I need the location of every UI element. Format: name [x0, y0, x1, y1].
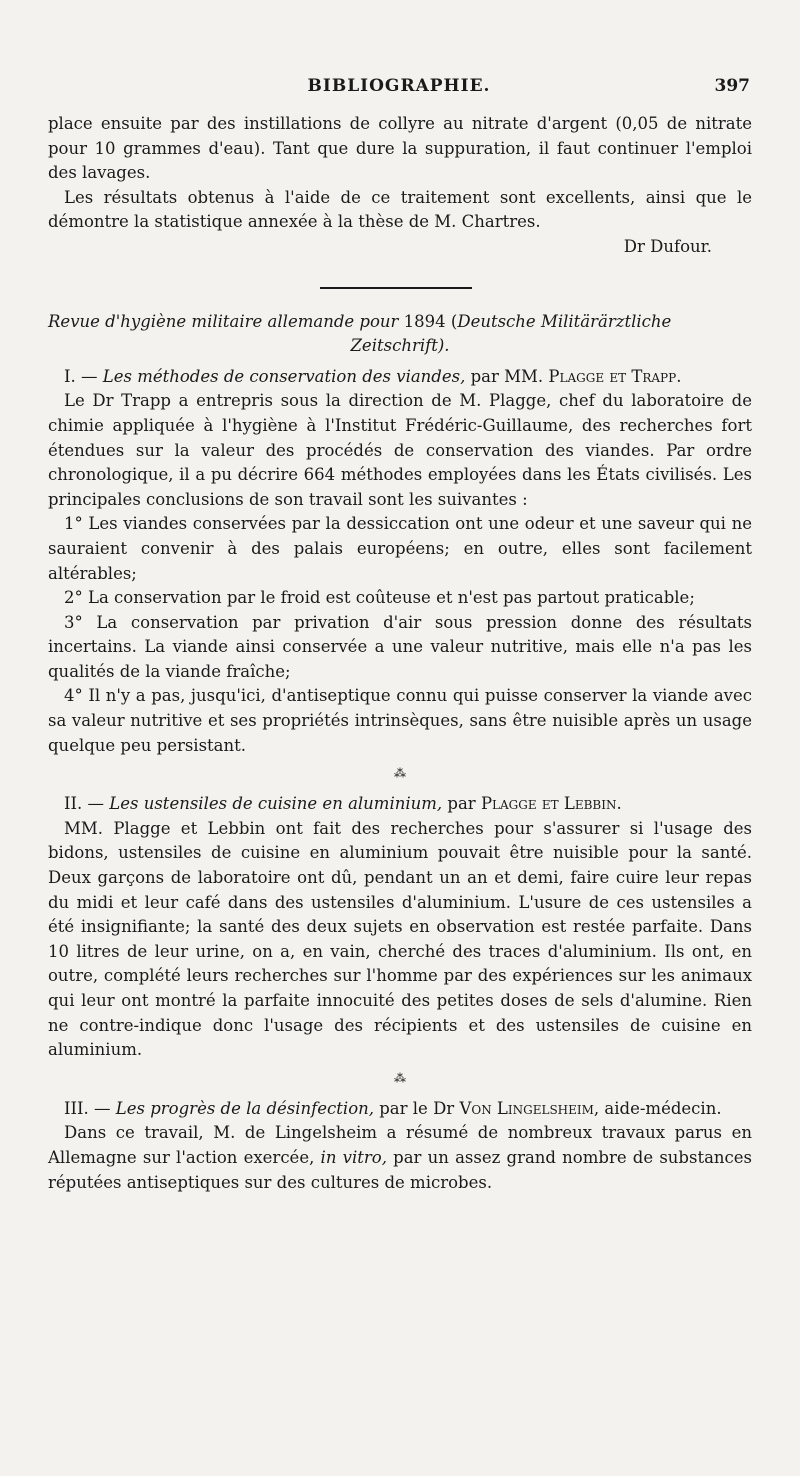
section-1-paragraph: Le Dr Trapp a entrepris sous la direction de M. Plagge, chef du laboratoire de chimie appliquée à l'hygiène à l'Institut Frédéric-Guillaume, des recherches fort étendues sur la valeur des procédés de conservation des viandes. Par ordre chronologique, il a pu décrire 664 méthodes employées dans les États civilisés. Les principales conclusions de son travail sont les suivantes : [48, 391, 752, 509]
review-title-open: ( [445, 311, 458, 331]
review-title-prefix: Revue d'hygiène militaire allemande pour [48, 311, 404, 331]
section-1-item-3: 3° La conservation par privation d'air sous pression donne des résultats incertains. La viande ainsi conservée a une valeur nutritive, mais elle n'a pas les qualités de la viande fraîche; [48, 612, 752, 681]
review-title-year: 1894 [403, 311, 446, 331]
section-3-text-before: Dans ce travail, M. de Lingelsheim a résumé de nombreux travaux parus en Allemagne sur l'action exercée, [48, 1123, 752, 1167]
running-title: BIBLIOGRAPHIE. [307, 76, 491, 96]
asterism-1 [48, 758, 752, 792]
section-2-paragraph: MM. Plagge et Lebbin ont fait des recherches pour s'assurer si l'usage des bidons, ustensiles de cuisine en aluminium pouvait être nuisible pour la santé. Deux garçons de laboratoire ont dû, pendant un an et demi, faire cuire leur repas du midi et leur café dans des ustensiles d'aluminium. L'usure de ces ustensiles a été insignifiante; la santé des deux sujets en observation est restée parfaite. Dans 10 litres de leur urine, on a, en vain, cherché des traces d'aluminium. Ils ont, en outre, complété leurs recherches sur l'homme par des expériences sur les animaux qui leur ont montré la parfaite innocuité des petites doses de sels d'alumine. Rien ne contre-indique donc l'usage des récipients et des ustensiles de cuisine en aluminium. [48, 818, 752, 1060]
section-3-text-italic: in vitro, [320, 1147, 387, 1167]
section-3-tail: aide-médecin. [599, 1098, 722, 1118]
section-3-authors: Von Lingelsheim, [459, 1098, 600, 1118]
section-3-paragraph [48, 1121, 752, 1195]
section-2-number: II. — [64, 794, 110, 814]
review-title-journal: Deutsche Militärärztliche [457, 311, 672, 331]
page-body [48, 112, 752, 1195]
section-3-heading [48, 1097, 752, 1122]
section-1-item-2: 2° La conservation par le froid est coûteuse et n'est pas partout praticable; [64, 588, 695, 608]
section-3-title: Les progrès de la désinfection, [115, 1098, 374, 1118]
intro-paragraph-1: place ensuite par des instillations de collyre au nitrate d'argent (0,05 de nitrate pour 10 grammes d'eau). Tant que dure la suppuration, il faut continuer l'emploi des lavages. [48, 114, 752, 183]
asterism-glyph: ⁂ [394, 766, 406, 781]
section-2-by: par [442, 794, 481, 814]
section-1-item-4: 4° Il n'y a pas, jusqu'ici, d'antiseptique connu qui puisse conserver la viande avec sa valeur nutritive et ses propriétés intrinsèques, sans être nuisible après un usage quelque peu persistant. [48, 686, 752, 755]
section-1-authors: Plagge et Trapp. [548, 366, 682, 386]
section-2-heading [48, 792, 752, 817]
section-2-title: Les ustensiles de cuisine en aluminium, [109, 794, 443, 814]
section-1-by: par MM. [465, 366, 549, 386]
running-header [48, 76, 750, 102]
section-2-authors: Plagge et Lebbin. [480, 794, 622, 814]
intro-paragraph-2: Les résultats obtenus à l'aide de ce traitement sont excellents, ainsi que le démontre la statistique annexée à la thèse de M. Chartres. [48, 187, 752, 232]
asterism-2 [48, 1063, 752, 1097]
review-title [48, 310, 752, 359]
section-1-item-1: 1° Les viandes conservées par la dessiccation ont une odeur et une saveur qui ne sauraient convenir à des palais européens; en outre, elles sont facilement altérables; [48, 514, 752, 583]
signature: Dr Dufour. [623, 236, 712, 256]
page-number: 397 [714, 76, 750, 96]
section-1-heading [48, 365, 752, 390]
asterism-glyph: ⁂ [394, 1070, 406, 1085]
section-3-by: par le Dr [374, 1098, 460, 1118]
section-divider [48, 260, 752, 310]
section-1-number: I. — [64, 366, 103, 386]
section-3-text-after: par un assez grand nombre de substances réputées antiseptiques sur des cultures de microbes. [48, 1147, 753, 1192]
review-title-line2: Zeitschrift). [350, 336, 450, 356]
section-3-number: III. — [64, 1098, 116, 1118]
divider-rule [320, 287, 472, 289]
section-1-title: Les méthodes de conservation des viandes, [102, 366, 466, 386]
